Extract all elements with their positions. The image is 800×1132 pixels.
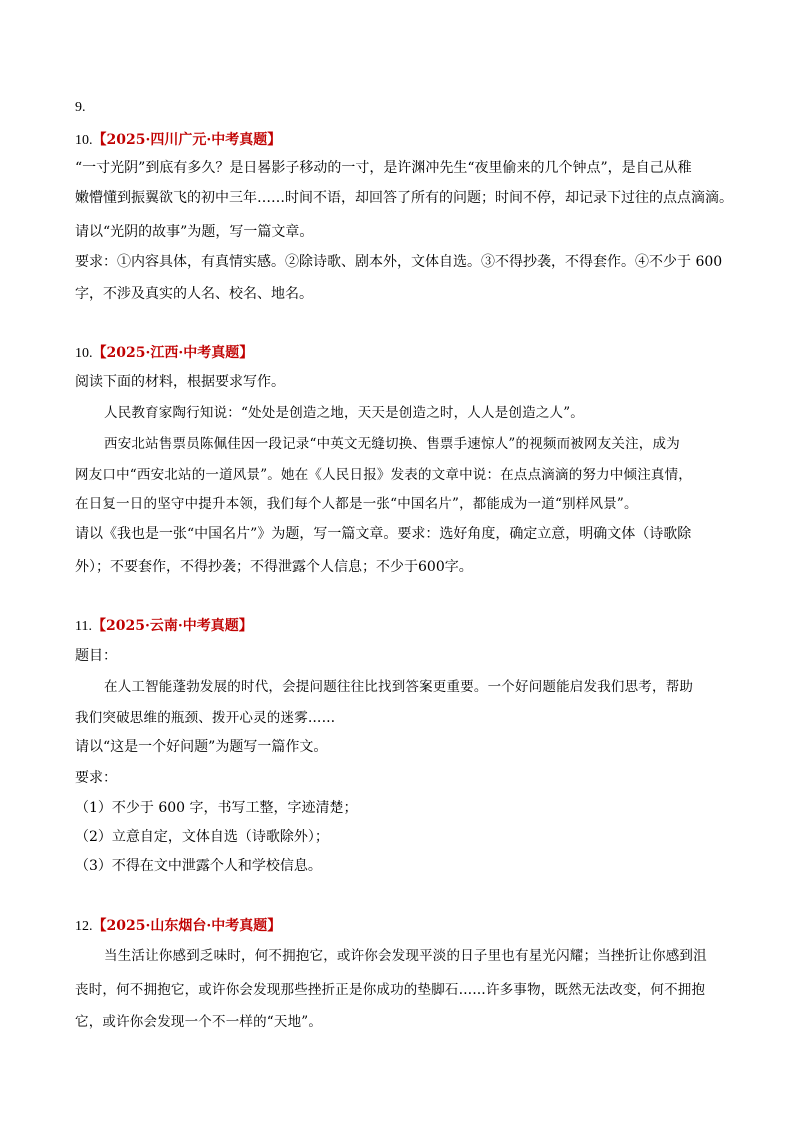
question-text-line: 外）；不要套作，不得抄袭；不得泄露个人信息；不少于600字。	[75, 559, 473, 575]
question-number: 10.	[75, 133, 93, 148]
material-text-line: 在人工智能蓬勃发展的时代，会提问题往往比找到答案更重要。一个好问题能启发我们思考，帮助	[104, 679, 694, 695]
question-text-line: 阅读下面的材料，根据要求写作。	[75, 374, 285, 390]
material-text-line: 我们突破思维的瓶颈、拨开心灵的迷雾……	[75, 710, 336, 726]
question-source: 【2025·江西·中考真题】	[92, 345, 254, 361]
question-text-line: 题目：	[75, 648, 117, 664]
requirement-line: （3）不得在文中泄露个人和学校信息。	[75, 858, 322, 874]
question-header	[75, 130, 281, 151]
material-text-line: 西安北站售票员陈佩佳因一段记录“中英文无缝切换、售票手速惊人”的视频而被网友关注，成为	[104, 436, 680, 452]
question-source: 【2025·山东烟台·中考真题】	[92, 918, 282, 934]
question-header	[75, 916, 281, 937]
question-number: 12.	[75, 919, 93, 934]
material-text-line: 丧时，何不拥抱它，或许你会发现那些挫折正是你成功的垫脚石……许多事物，既然无法改变，何不拥抱	[75, 982, 706, 998]
material-text-line: 网友口中“西安北站的一道风景”。她在《人民日报》发表的文章中说：在点点滴滴的努力中倾注真情，	[75, 467, 693, 483]
requirement-line: （2）立意自定，文体自选（诗歌除外）；	[75, 829, 329, 845]
requirement-line: （1）不少于 600 字，书写工整，字迹清楚；	[75, 800, 358, 816]
question-header	[75, 616, 253, 637]
question-text-line: 要求：①内容具体，有真情实感。②除诗歌、剧本外，文体自选。③不得抄袭，不得套作。④不少于 600	[75, 254, 723, 270]
question-text-line: 要求：	[75, 770, 117, 786]
question-text-line: 请以《我也是一张“中国名片”》为题，写一篇文章。要求：选好角度，确定立意，明确文体（诗歌除	[75, 526, 692, 542]
question-text-line: 请以“这是一个好问题”为题写一篇作文。	[75, 739, 328, 755]
material-text-line: 当生活让你感到乏味时，何不拥抱它，或许你会发现平淡的日子里也有星光闪耀；当挫折让你感到沮	[104, 948, 707, 964]
question-text-line: “一寸光阴”到底有多久？是日晷影子移动的一寸，是许渊冲先生“夜里偷来的几个钟点”，是自己从稚	[75, 160, 692, 176]
question-header	[75, 343, 253, 364]
question-number: 11.	[75, 619, 92, 634]
question-source: 【2025·云南·中考真题】	[91, 618, 253, 634]
question-number: 9.	[75, 100, 86, 115]
material-text-line: 人民教育家陶行知说：“处处是创造之地，天天是创造之时，人人是创造之人”。	[104, 405, 585, 421]
material-text-line: 它，或许你会发现一个不一样的“天地”。	[75, 1014, 323, 1030]
question-text-line: 字，不涉及真实的人名、校名、地名。	[75, 286, 313, 302]
material-text-line: 在日复一日的坚守中提升本领，我们每个人都是一张“中国名片”，都能成为一道“别样风景”。	[75, 496, 638, 512]
question-number: 10.	[75, 346, 93, 361]
question-source: 【2025·四川广元·中考真题】	[92, 132, 282, 148]
question-text-line: 嫩懵懂到振翼欲飞的初中三年……时间不语，却回答了所有的问题；时间不停，却记录下过往的点点滴滴。	[75, 190, 733, 206]
question-text-line: 请以“光阴的故事”为题，写一篇文章。	[75, 224, 314, 240]
